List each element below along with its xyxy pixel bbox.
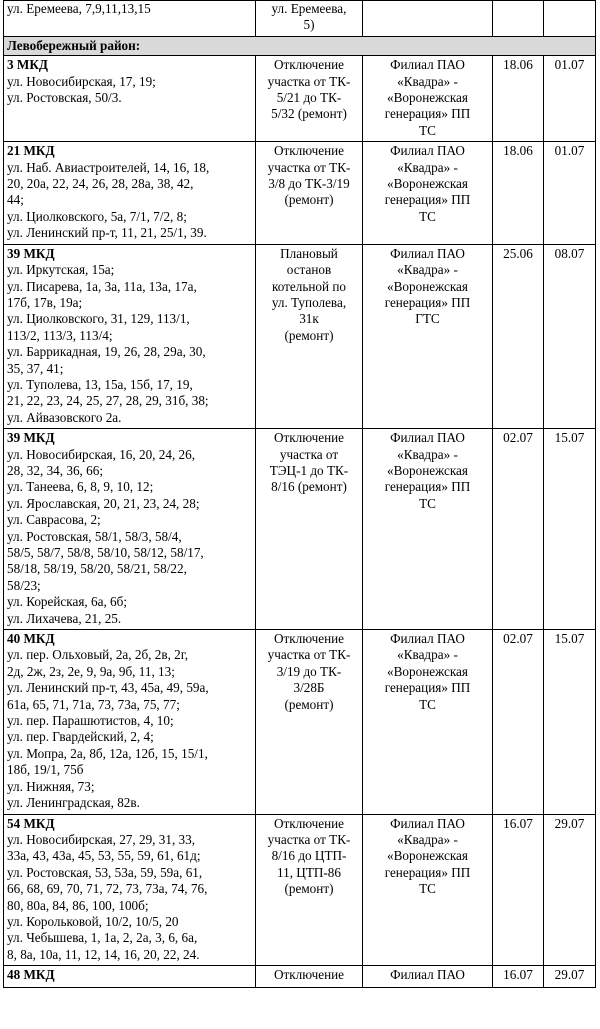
org-cell: [363, 244, 493, 428]
address-line: 21, 22, 23, 24, 25, 27, 28, 29, 31б, 38;: [7, 393, 209, 409]
work-line: 3/28Б: [293, 680, 325, 696]
end-date-cell: 01.07: [544, 142, 596, 244]
work-cell: [256, 56, 363, 142]
org-line: Филиал ПАО: [390, 143, 465, 159]
table-row: [4, 429, 596, 630]
org-line: «Воронежская: [387, 176, 468, 192]
address-line: ул. пер. Гвардейский, 2, 4;: [7, 729, 154, 745]
work-line: (ремонт): [284, 192, 334, 208]
org-line: генерация» ПП: [384, 294, 471, 310]
work-line: ул. Туполева,: [271, 294, 347, 310]
work-line: 5): [303, 17, 315, 33]
work-cell: [256, 429, 363, 630]
address-line: 17б, 17в, 19а;: [7, 294, 83, 310]
address-line: ул. Ленинградская, 82в.: [7, 795, 140, 811]
table-row: [4, 244, 596, 428]
work-line: Плановый: [280, 245, 338, 261]
address-line: 80, 80а, 84, 86, 100, 100б;: [7, 897, 149, 913]
work-line: (ремонт): [284, 327, 334, 343]
end-date-cell: 29.07: [544, 814, 596, 966]
work-line: участка от ТК-: [267, 73, 351, 89]
org-cell: [363, 429, 493, 630]
address-line: ул. Ростовская, 50/3.: [7, 90, 122, 106]
work-line: (ремонт): [284, 696, 334, 712]
work-line: (ремонт): [284, 881, 334, 897]
section-header-row: [4, 36, 596, 55]
address-cell: [4, 814, 256, 966]
table-row: [4, 1, 596, 37]
address-line: 61а, 65, 71, 71а, 73, 73а, 75, 77;: [7, 696, 180, 712]
address-line: ул. Баррикадная, 19, 26, 28, 29а, 30,: [7, 344, 206, 360]
work-line: Отключение: [273, 631, 345, 647]
org-line: «Воронежская: [387, 663, 468, 679]
building-count: 39 МКД: [7, 430, 55, 446]
org-line: «Воронежская: [387, 278, 468, 294]
address-line: ул. Лихачева, 21, 25.: [7, 610, 122, 626]
building-count: 54 МКД: [7, 815, 55, 831]
address-line: ул. Ленинский пр-т, 11, 21, 25/1, 39.: [7, 225, 207, 241]
work-cell: [256, 1, 363, 37]
end-date-cell: 15.07: [544, 429, 596, 630]
work-cell: [256, 244, 363, 428]
address-cell: [4, 56, 256, 142]
org-line: ТС: [419, 696, 436, 712]
address-line: ул. Циолковского, 31, 129, 113/1,: [7, 311, 190, 327]
address-line: ул. Ленинский пр-т, 43, 45а, 49, 59а,: [7, 680, 209, 696]
work-line: 3/19 до ТК-: [276, 663, 342, 679]
org-line: ТС: [419, 881, 436, 897]
address-line: 44;: [7, 192, 24, 208]
address-line: ул. Корольковой, 10/2, 10/5, 20: [7, 913, 179, 929]
building-count: 3 МКД: [7, 57, 48, 73]
work-cell: [256, 966, 363, 988]
address-line: 2д, 2ж, 2з, 2е, 9, 9а, 9б, 11, 13;: [7, 663, 175, 679]
org-line: генерация» ПП: [384, 680, 471, 696]
work-line: Отключение: [273, 143, 345, 159]
org-line: «Воронежская: [387, 848, 468, 864]
org-line: «Квадра» -: [397, 73, 458, 89]
work-line: участка от: [279, 446, 339, 462]
org-line: Филиал ПАО: [390, 967, 465, 983]
address-line: ул. Наб. Авиастроителей, 14, 16, 18,: [7, 159, 210, 175]
address-cell: [4, 966, 256, 988]
start-date-cell: [493, 1, 544, 37]
org-line: генерация» ПП: [384, 479, 471, 495]
start-date-cell: 18.06: [493, 56, 544, 142]
org-line: Филиал ПАО: [390, 245, 465, 261]
work-line: Отключение: [273, 57, 345, 73]
work-line: котельной по: [271, 278, 347, 294]
work-line: 31к: [299, 311, 319, 327]
end-date-cell: [544, 1, 596, 37]
table-row: [4, 142, 596, 244]
org-cell: [363, 1, 493, 37]
address-line: ул. Ярославская, 20, 21, 23, 24, 28;: [7, 495, 200, 511]
work-line: Отключение: [273, 967, 345, 983]
address-line: ул. Ростовская, 58/1, 58/3, 58/4,: [7, 528, 182, 544]
address-line: 28, 32, 34, 36, 66;: [7, 462, 103, 478]
work-cell: [256, 630, 363, 814]
org-line: «Квадра» -: [397, 262, 458, 278]
work-line: 5/32 (ремонт): [271, 106, 347, 122]
address-line: ул. Айвазовского 2а.: [7, 409, 122, 425]
org-line: ТС: [419, 122, 436, 138]
end-date-cell: 01.07: [544, 56, 596, 142]
address-line: 35, 37, 41;: [7, 360, 64, 376]
start-date-cell: 16.07: [493, 966, 544, 988]
org-cell: [363, 142, 493, 244]
org-cell: [363, 814, 493, 966]
address-line: ул. Новосибирская, 16, 20, 24, 26,: [7, 446, 196, 462]
start-date-cell: 02.07: [493, 630, 544, 814]
address-line: ул. пер. Парашютистов, 4, 10;: [7, 713, 174, 729]
address-line: ул. пер. Ольховый, 2а, 2б, 2в, 2г,: [7, 647, 188, 663]
org-line: ГТС: [415, 311, 440, 327]
org-line: генерация» ПП: [384, 864, 471, 880]
work-line: 3/8 до ТК-3/19: [268, 176, 350, 192]
address-line: 33а, 43, 43а, 45, 53, 55, 59, 61, 61д;: [7, 848, 201, 864]
start-date-cell: 16.07: [493, 814, 544, 966]
address-cell: [4, 244, 256, 428]
address-cell: [4, 142, 256, 244]
address-cell: [4, 429, 256, 630]
org-line: «Квадра» -: [397, 446, 458, 462]
org-cell: [363, 56, 493, 142]
section-title: Левобережный район:: [4, 36, 596, 55]
org-line: Филиал ПАО: [390, 430, 465, 446]
address-line: ул. Мопра, 2а, 8б, 12а, 12б, 15, 15/1,: [7, 745, 208, 761]
outage-schedule-table: [3, 0, 596, 988]
start-date-cell: 25.06: [493, 244, 544, 428]
org-line: Филиал ПАО: [390, 57, 465, 73]
address-line: ул. Иркутская, 15а;: [7, 262, 115, 278]
org-line: «Воронежская: [387, 90, 468, 106]
work-line: 8/16 (ремонт): [271, 479, 347, 495]
org-line: ТС: [419, 208, 436, 224]
address-line: 20, 20а, 22, 24, 26, 28, 28а, 38, 42,: [7, 176, 194, 192]
org-line: Филиал ПАО: [390, 631, 465, 647]
work-cell: [256, 142, 363, 244]
org-line: «Квадра» -: [397, 647, 458, 663]
work-line: участка от ТК-: [267, 831, 351, 847]
org-line: генерация» ПП: [384, 192, 471, 208]
org-line: генерация» ПП: [384, 106, 471, 122]
work-line: останов: [286, 262, 332, 278]
address-line: ул. Писарева, 1а, 3а, 11а, 13а, 17а,: [7, 278, 197, 294]
end-date-cell: 15.07: [544, 630, 596, 814]
org-line: ТС: [419, 495, 436, 511]
table-row: [4, 56, 596, 142]
org-cell: [363, 966, 493, 988]
address-line: ул. Еремеева, 7,9,11,13,15: [7, 1, 151, 16]
table-row: [4, 630, 596, 814]
building-count: 21 МКД: [7, 143, 55, 159]
address-line: ул. Танеева, 6, 8, 9, 10, 12;: [7, 479, 154, 495]
work-cell: [256, 814, 363, 966]
org-cell: [363, 630, 493, 814]
table-row: [4, 966, 596, 988]
address-line: ул. Циолковского, 5а, 7/1, 7/2, 8;: [7, 208, 187, 224]
work-line: ул. Еремеева,: [271, 1, 347, 16]
work-line: 5/21 до ТК-: [276, 90, 342, 106]
address-line: 8, 8а, 10а, 11, 12, 14, 16, 20, 22, 24.: [7, 946, 200, 962]
org-line: Филиал ПАО: [390, 815, 465, 831]
work-line: участка от ТК-: [267, 647, 351, 663]
org-line: «Квадра» -: [397, 159, 458, 175]
work-line: 11, ЦТП-86: [277, 864, 341, 880]
work-line: Отключение: [273, 815, 345, 831]
work-line: ТЭЦ-1 до ТК-: [269, 462, 349, 478]
address-line: 58/5, 58/7, 58/8, 58/10, 58/12, 58/17,: [7, 545, 204, 560]
address-line: 58/23;: [7, 577, 41, 593]
building-count: 48 МКД: [7, 967, 55, 983]
address-cell: [4, 1, 256, 37]
address-line: ул. Корейская, 6а, 6б;: [7, 594, 128, 610]
start-date-cell: 18.06: [493, 142, 544, 244]
address-line: ул. Нижняя, 73;: [7, 778, 95, 794]
address-line: ул. Чебышева, 1, 1а, 2, 2а, 3, 6, 6а,: [7, 930, 198, 946]
address-line: 58/18, 58/19, 58/20, 58/21, 58/22,: [7, 561, 187, 577]
address-line: 113/2, 113/3, 113/4;: [7, 327, 113, 343]
work-line: участка от ТК-: [267, 159, 351, 175]
address-line: ул. Туполева, 13, 15а, 15б, 17, 19,: [7, 376, 193, 392]
work-line: 8/16 до ЦТП-: [271, 848, 347, 864]
building-count: 40 МКД: [7, 631, 55, 647]
address-line: 66, 68, 69, 70, 71, 72, 73, 73а, 74, 76,: [7, 881, 208, 897]
address-line: ул. Новосибирская, 27, 29, 31, 33,: [7, 831, 196, 847]
address-line: ул. Новосибирская, 17, 19;: [7, 73, 156, 89]
table-row: [4, 814, 596, 966]
address-line: ул. Ростовская, 53, 53а, 59, 59а, 61,: [7, 864, 203, 880]
org-line: «Воронежская: [387, 462, 468, 478]
start-date-cell: 02.07: [493, 429, 544, 630]
building-count: 39 МКД: [7, 245, 55, 261]
work-line: Отключение: [273, 430, 345, 446]
end-date-cell: 08.07: [544, 244, 596, 428]
address-cell: [4, 630, 256, 814]
address-line: ул. Саврасова, 2;: [7, 512, 101, 528]
org-line: «Квадра» -: [397, 831, 458, 847]
address-line: 18б, 19/1, 75б: [7, 762, 84, 778]
end-date-cell: 29.07: [544, 966, 596, 988]
